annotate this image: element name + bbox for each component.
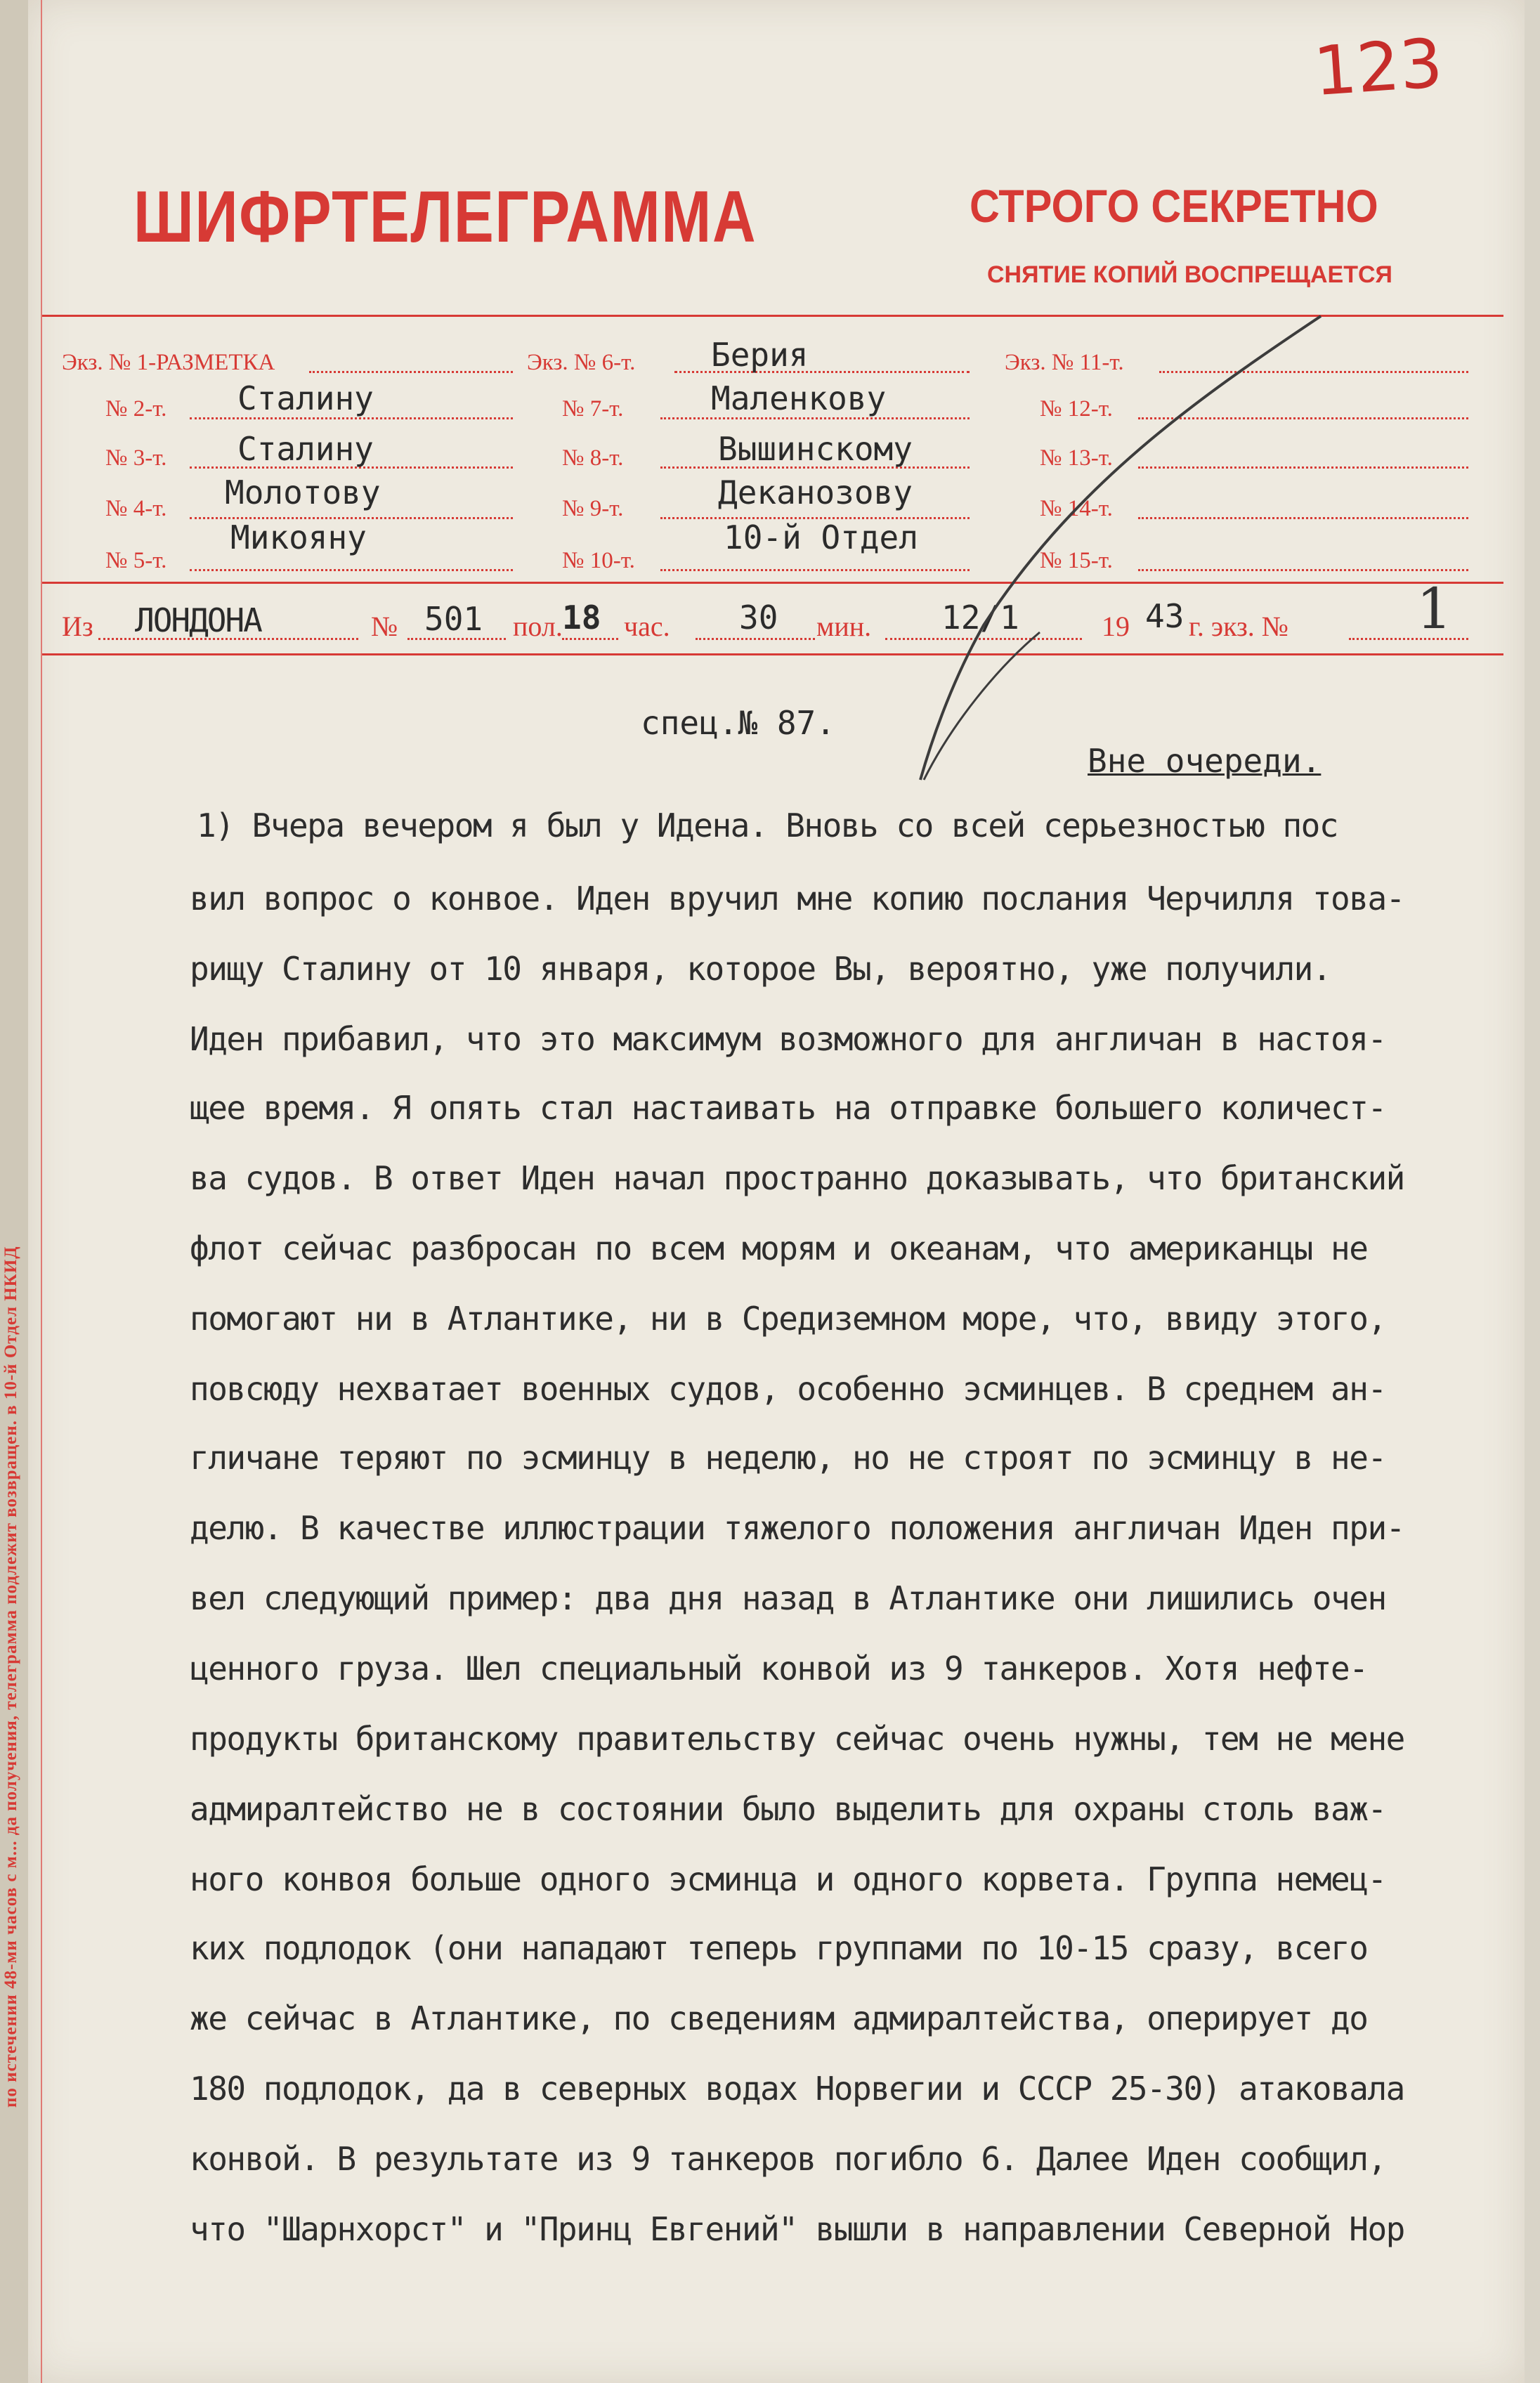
fill-line — [407, 638, 506, 640]
copy-label: № 8-т. — [562, 445, 624, 471]
year-prefix: 19 — [1102, 611, 1130, 642]
secrecy-label: СТРОГО СЕКРЕТНО — [970, 180, 1378, 232]
from-label: Из — [62, 611, 93, 642]
copy-label: Экз. № 1-РАЗМЕТКА — [62, 350, 275, 375]
body-line: помогают ни в Атлантике, ни в Средиземном море, что, ввиду этого, — [190, 1300, 1386, 1338]
body-line: что "Шарнхорст" и "Принц Евгений" вышли в направлении Северной Нор — [190, 2210, 1404, 2248]
body-line: Иден прибавил, что это максимум возможного для англичан в настоя- — [190, 1020, 1386, 1058]
year-value: 43 — [1145, 597, 1185, 635]
copy-label: № 10-т. — [562, 548, 635, 573]
recipient-name: Сталину — [237, 379, 374, 417]
body-line: вил вопрос о конвое. Иден вручил мне копию послания Черчилля това- — [190, 880, 1404, 918]
page-number-stamp: 123 — [1311, 23, 1445, 112]
received-minutes: 30 — [739, 599, 778, 636]
document-title: ШИФРТЕЛЕГРАММА — [133, 176, 757, 258]
body-line: флот сейчас разбросан по всем морям и океанам, что американцы не — [190, 1229, 1368, 1267]
body-line: же сейчас в Атлантике, по сведениям адмиралтейства, оперирует до — [190, 1999, 1368, 2037]
copy-label: Экз. № 11-т. — [1005, 350, 1124, 375]
body-line: ценного груза. Шел специальный конвой из 9 танкеров. Хотя нефте- — [190, 1650, 1368, 1687]
recipient-name: 10-й Отдел — [724, 518, 918, 556]
copy-number: 1 — [1416, 576, 1452, 641]
fill-line — [190, 569, 513, 571]
copy-label: № 13-т. — [1040, 445, 1113, 471]
recipient-name: Деканозову — [718, 474, 913, 511]
received-label: пол. — [513, 611, 563, 642]
number-label: № — [371, 611, 398, 642]
copy-label: № 15-т. — [1040, 548, 1113, 573]
minutes-label: мин. — [816, 611, 872, 642]
spec-number: спец.№ 87. — [641, 704, 835, 742]
copy-label: № 9-т. — [562, 496, 624, 521]
copy-label: № 14-т. — [1040, 496, 1113, 521]
fill-line — [562, 638, 618, 640]
body-line: продукты британскому правительству сейчас очень нужны, тем не мене — [190, 1720, 1404, 1758]
body-line: щее время. Я опять стал настаивать на отправке большего количест- — [190, 1089, 1386, 1127]
recipient-name: Маленкову — [711, 379, 887, 417]
body-line: ного конвоя больше одного эсминца и одного корвета. Группа немец- — [190, 1860, 1386, 1898]
hours-label: час. — [624, 611, 670, 642]
body-line: 1) Вчера вечером я был у Идена. Вновь со всей серьезностью пос — [197, 807, 1338, 844]
received-date: 12/1 — [941, 599, 1019, 636]
origin-city: ЛОНДОНА — [135, 601, 261, 639]
body-line: ва судов. В ответ Иден начал пространно доказывать, что британский — [190, 1159, 1404, 1197]
received-hours: 18 — [562, 599, 601, 636]
copy-label: № 7-т. — [562, 396, 624, 422]
no-copy-label: СНЯТИЕ КОПИЙ ВОСПРЕЩАЕТСЯ — [987, 261, 1392, 288]
body-line: 180 подлодок, да в северных водах Норвегии и СССР 25-30) атаковала — [190, 2070, 1404, 2108]
body-line: гличане теряют по эсминцу в неделю, но не строят по эсминцу в не- — [190, 1439, 1386, 1477]
copy-label: Экз. № 6-т. — [527, 350, 636, 375]
recipient-name: Микояну — [230, 518, 367, 556]
fill-line — [190, 417, 513, 419]
copy-label: № 3-т. — [105, 445, 167, 471]
left-margin-line — [41, 0, 42, 2383]
side-note: по истечении 48-ми часов с м... да получения, телеграмма подлежит возвращен. в 10-й Отдел НКИД — [1, 1246, 20, 2108]
recipient-name: Молотову — [225, 474, 381, 511]
year-suffix: г. экз. № — [1189, 611, 1288, 642]
body-line: вел следующий пример: два дня назад в Атлантике они лишились очен — [190, 1579, 1386, 1617]
priority-note: Вне очереди. — [1088, 742, 1322, 780]
recipient-name: Вышинскому — [718, 430, 913, 468]
recipient-name: Берия — [711, 336, 809, 374]
recipient-name: Сталину — [237, 430, 374, 468]
body-line: делю. В качестве иллюстрации тяжелого положения англичан Иден при- — [190, 1509, 1404, 1547]
body-line: ких подлодок (они нападают теперь группами по 10-15 сразу, всего — [190, 1929, 1368, 1967]
fill-line — [309, 371, 513, 373]
body-line: рищу Сталину от 10 января, которое Вы, вероятно, уже получили. — [190, 950, 1331, 988]
body-line: адмиралтейство не в состоянии было выделить для охраны столь важ- — [190, 1790, 1386, 1828]
copy-label: № 2-т. — [105, 396, 167, 422]
body-line: повсюду нехватает военных судов, особенно эсминцев. В среднем ан- — [190, 1370, 1386, 1408]
pen-mark — [773, 302, 1405, 794]
copy-label: № 12-т. — [1040, 396, 1113, 422]
copy-label: № 5-т. — [105, 548, 167, 573]
telegram-number: 501 — [424, 600, 483, 638]
body-line: конвой. В результате из 9 танкеров погибло 6. Далее Иден сообщил, — [190, 2140, 1386, 2178]
copy-label: № 4-т. — [105, 496, 167, 521]
